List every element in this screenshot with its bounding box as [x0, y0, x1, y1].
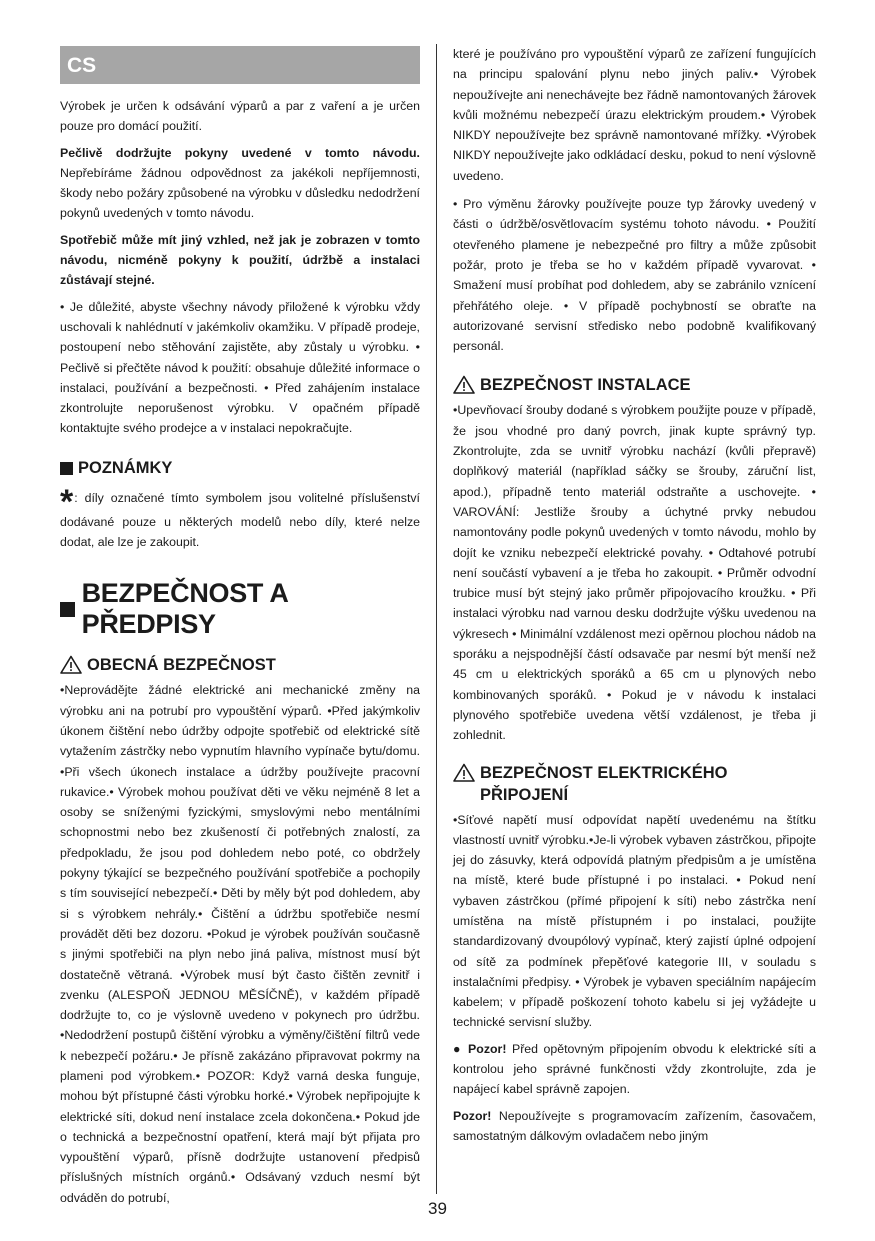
notes-text: : díly označené tímto symbolem jsou volitelné příslušenství dodávané pouze u některých modelů nebo díly, které nelze dodat, ale lze je zakoupit.: [60, 490, 420, 550]
right-column: [453, 44, 816, 1146]
warning-paragraph-2: [453, 1106, 816, 1147]
intro-paragraph-1: Výrobek je určen k odsávání výparů a par z vaření a je určen pouze pro domácí použití.: [60, 99, 420, 134]
notes-paragraph: [60, 482, 420, 553]
warning-triangle-icon: [453, 763, 475, 782]
warning-triangle-icon: [453, 375, 475, 394]
warning-label: Pozor!: [468, 1041, 507, 1056]
left-column: [60, 44, 420, 1208]
install-safety-text: •Upevňovací šrouby dodané s výrobkem použijte pouze v případě, že jsou vhodné pro daný povrch, jinak kupte správný typ. Zkontrolujte, zda se uvnitř výrobku nachází (kvůli přepravě) doplňkový materiál (například sáčky se šrouby, záruční list, apod.), případně tento materiál odstraňte a uschovejte. • VAROVÁNÍ: Jestliže šrouby a úchytné prvky nebudou namontovány podle pokynů uvedených v tomto návodu, mohlo by dojít ke vzniku nebezpečí elektrické povahy. • Odtahové potrubí není součástí vybavení a je třeba ho zakoupit. • Průměr odvodní trubice musí být stejný jako průměr připojovacího kroužku. • Při instalaci výrobku nad varnou desku dodržujte výšku uvedenou na výkresech • Minimální vzdálenost mezi opěrnou plochou nádob na sporáku a nejspodnější částí odsavače par nesmí být menší než 45 cm u elektrických sporáků a 65 cm u plynových nebo kombinovaných sporáků. • Pokud je v návodu k instalaci plynového spotřebiče uvedena větší vzdálenost, je třeba ji zohlednit.: [453, 403, 816, 743]
notes-heading-label: POZNÁMKY: [78, 458, 173, 477]
column-divider: [436, 44, 437, 1194]
intro-bold-instruction: Pečlivě dodržujte pokyny uvedené v tomto návodu.: [60, 145, 420, 160]
install-safety-heading: [453, 374, 816, 396]
appearance-notice: Spotřebič může mít jiný vzhled, než jak je zobrazen v tomto návodu, nicméně pokyny k použití, údržbě a instalaci zůstávají stejné.: [60, 232, 420, 288]
install-safety-heading-label: BEZPEČNOST INSTALACE: [480, 376, 691, 395]
language-header: CS: [60, 46, 420, 84]
continued-text-2: • Pro výměnu žárovky používejte pouze typ žárovky uvedený v části o údržbě/osvětlovacím systému tohoto návodu. • Použití otevřeného plamene je nebezpečné pro filtry a může způsobit požár, proto je třeba se ho v každém případě vyvarovat. • Smažení musí probíhat pod dohledem, aby se zabránilo vznícení přehřátého oleje. • V případě pochybností se obraťte na autorizované servisní středisko nebo podobně kvalifikovaný personál.: [453, 197, 816, 354]
asterisk-icon: *: [60, 482, 74, 521]
intro-paragraph-2: [60, 143, 420, 224]
square-bullet-icon: [60, 602, 75, 617]
general-safety-heading-label: OBECNÁ BEZPEČNOST: [87, 656, 276, 675]
square-bullet-icon: [60, 462, 73, 475]
notes-heading: [60, 459, 420, 478]
general-safety-heading: [60, 654, 420, 676]
continued-text-1: které je používáno pro vypouštění výparů ze zařízení fungujících na principu spalování plynu nebo jiných paliv.• Výrobek nepoužívejte ani nenechávejte bez řádně namontovaných žárovek kvůli možnému nebezpečí úrazu elektrickým proudem.• Výrobek NIKDY nepoužívejte bez správně namontované mřížky. •Výrobek NIKDY nepoužívejte jako odkládací desku, pokud to není výslovně uvedeno.: [453, 47, 816, 183]
warning-text: Před opětovným připojením obvodu k elektrické síti a kontrolou jeho správné funkčnosti vždy zkontrolujte, zda je napájecí kabel správně zapojen.: [453, 1041, 816, 1097]
electrical-safety-text: •Síťové napětí musí odpovídat napětí uvedenému na štítku vlastností uvnitř výrobku.•Je-li výrobek vybaven zástrčkou, připojte jej do zásuvky, která odpovídá platným předpisům a je umístěna na místě, které bude přístupné i po instalaci. • Pokud není vybaven zástrčkou (přímé připojení k síti) nebo zástrčka není umístěna na místě přístupném i po instalaci, použijte standardizovaný dvoupólový vypínač, který zajistí úplné odpojení od sítě za podmínek přepěťové kategorie III, v souladu s instalačními předpisy. • Výrobek je vybaven speciálním napájecím kabelem; v případě poškození tohoto kabelu si jej vyžádejte u technické servisní služby.: [453, 812, 816, 1030]
general-safety-text: •Neprovádějte žádné elektrické ani mechanické změny na výrobku ani na potrubí pro vypouštění výparů. •Před jakýmkoliv úkonem čištění nebo údržby odpojte spotřebič od elektrické sítě vytažením zástrčky nebo vypnutím hlavního vypínače bytu/domu. •Při všech úkonech instalace a údržby používejte pracovní rukavice.• Výrobek mohou používat děti ve věku nejméně 8 let a osoby se sníženými fyzickými, smyslovými nebo mentálními schopnostmi nebo bez zkušeností či potřebných znalostí, za předpokladu, že jsou pod dohledem nebo poté, co obdržely pokyny týkající se bezpečného používání spotřebiče a pochopily s tím související nebezpečí.• Děti by měly být pod dohledem, aby si s výrobkem nehrály.• Čištění a údržbu spotřebiče nesmí provádět děti bez dozoru. •Pokud je výrobek používán současně s jinými spotřebiči na plyn nebo jiná paliva, místnost musí být dostatečně větraná. •Výrobek musí být často čištěn zevnitř i zvenku (ALESPOŇ JEDNOU MĚSÍČNĚ), v každém případě dodržujte to, co je výslovně uvedeno v pokynech pro údržbu. •Nedodržení postupů čištění výrobku a výměny/čištění filtrů vede k nebezpečí požáru.• Je přísně zakázáno připravovat pokrmy na plameni pod výrobkem.• POZOR: Když varná deska funguje, mohou být přístupné části výrobku horké.• Výrobek nepřipojujte k elektrické síti, dokud není instalace zcela dokončena.• Pokud jde o technická a bezpečnostní opatření, která mají být přijata pro vypouštění výparů, přísně dodržujte ustanovení předpisů příslušných místních orgánů.• Odsávaný vzduch nesmí být odváděn do potrubí,: [60, 683, 420, 1205]
warning-triangle-icon: [60, 655, 82, 674]
intro-paragraph-3: [60, 230, 420, 291]
safety-section-title: [60, 578, 420, 640]
electrical-safety-heading-label: BEZPEČNOST ELEKTRICKÉHO PŘIPOJENÍ: [480, 763, 728, 804]
intro-liability-text: Nepřebíráme žádnou odpovědnost za jakékoli nepříjemnosti, škody nebo požáry způsobené na výrobku v důsledku nedodržení pokynů uvedených v tomto návodu.: [60, 165, 420, 221]
safety-section-title-label: BEZPEČNOST A PŘEDPISY: [81, 578, 288, 640]
electrical-safety-heading: [453, 762, 816, 806]
page-number: 39: [428, 1199, 447, 1218]
warning-text: Nepoužívejte s programovacím zařízením, časovačem, samostatným dálkovým ovladačem nebo jiným: [453, 1108, 816, 1143]
warning-paragraph-1: [453, 1039, 816, 1100]
warning-label: Pozor!: [453, 1108, 492, 1123]
bullet-dot-icon: ●: [453, 1041, 463, 1056]
intro-paragraph-4: • Je důležité, abyste všechny návody přiložené k výrobku vždy uschovali k nahlédnutí v jakémkoliv okamžiku. V případě prodeje, postoupení nebo stěhování zajistěte, aby zůstaly u výrobku. • Pečlivě si přečtěte návod k použití: obsahuje důležité informace o instalaci, používání a bezpečnosti. • Před zahájením instalace zkontrolujte neporušenost výrobku. V opačném případě kontaktujte svého prodejce a v instalaci nepokračujte.: [60, 299, 420, 436]
